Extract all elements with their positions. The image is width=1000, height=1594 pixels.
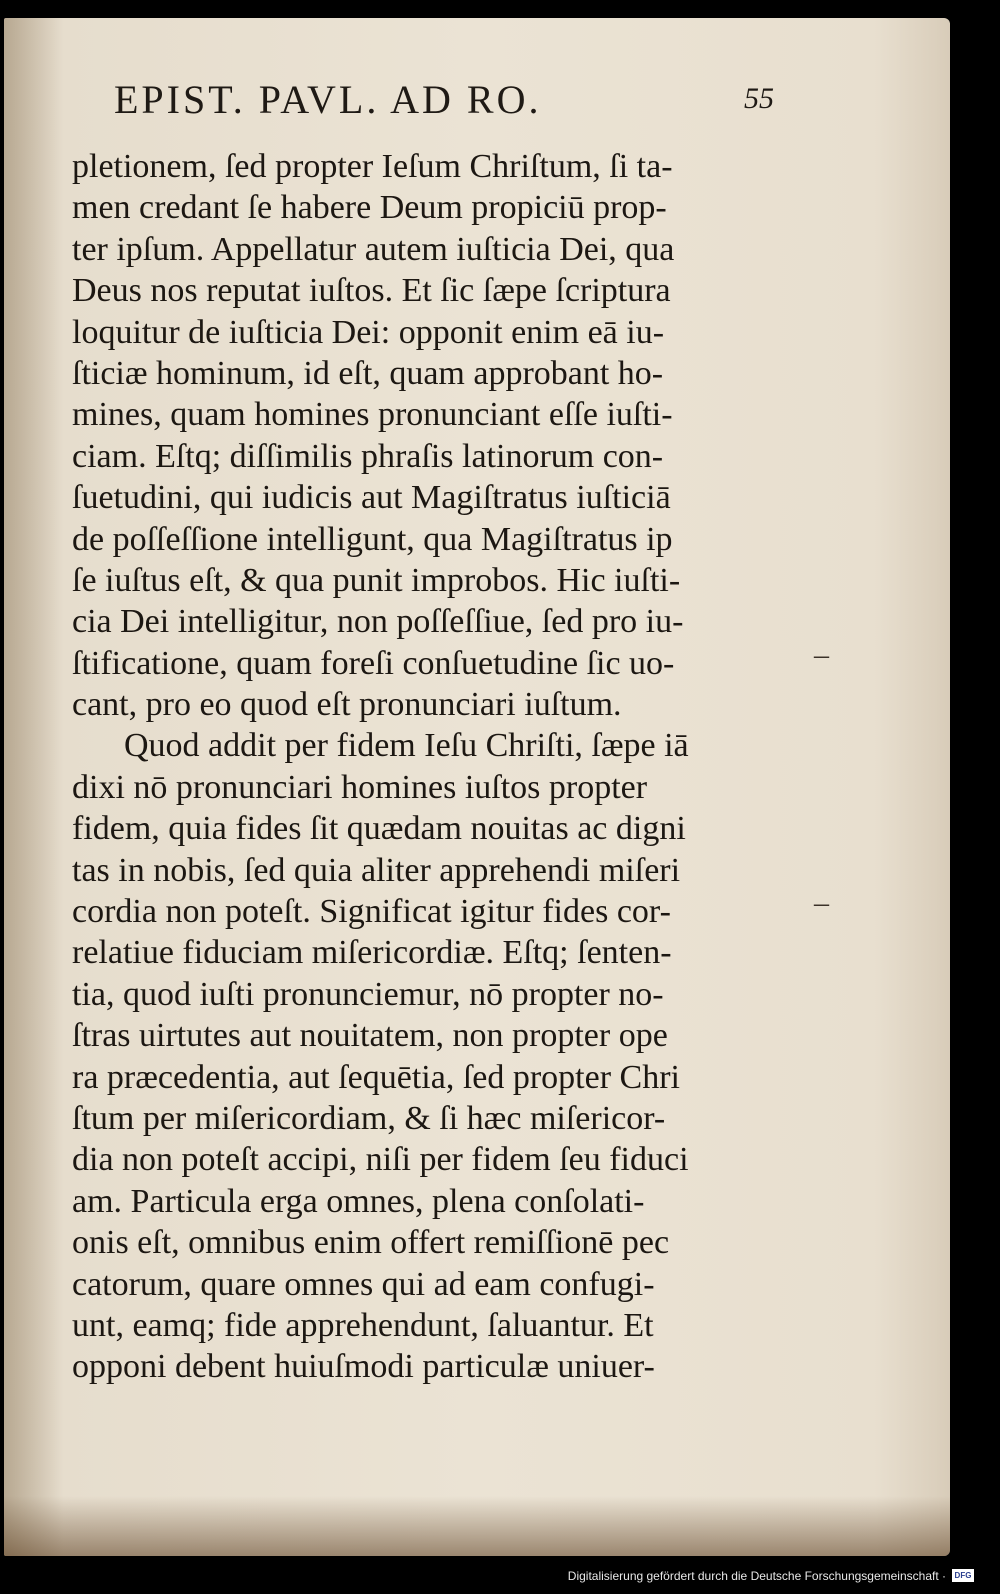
text-line: men credant ſe habere Deum propiciū prop-	[72, 189, 667, 227]
text-line: dixi nō pronunciari homines iuſtos propter	[72, 768, 648, 806]
text-line: ſticiæ hominum, id eſt, quam approbant ho-	[72, 354, 664, 392]
text-line: de poſſeſſione intelligunt, qua Magiſtratus ip	[72, 520, 673, 558]
text-line: unt, eamq; fide apprehendunt, ſaluantur. Et	[72, 1306, 654, 1344]
text-line: pletionem, ſed propter Ieſum Chriſtum, ſi ta-	[72, 148, 673, 185]
paragraph-start-line: Quod addit per fidem Ieſu Chriſti, ſæpe iā	[124, 727, 689, 765]
text-line: am. Particula erga omnes, plena conſolati-	[72, 1182, 645, 1220]
text-line: ſtras uirtutes aut nouitatem, non propter ope	[72, 1017, 668, 1055]
text-line: catorum, quare omnes qui ad eam confugi-	[72, 1265, 655, 1303]
text-line: tia, quod iuſti pronunciemur, nō propter no-	[72, 975, 664, 1013]
text-line: ſuetudini, qui iudicis aut Magiſtratus iuſticiā	[72, 479, 671, 517]
text-line: ter ipſum. Appellatur autem iuſticia Dei, qua	[72, 230, 675, 268]
text-line: mines, quam homines pronunciant eſſe iuſti-	[72, 396, 673, 434]
credit-text: Digitalisierung gefördert durch die Deutsche Forschungsgemeinschaft ·	[567, 1569, 946, 1583]
digitization-credit	[568, 1562, 974, 1590]
text-line: opponi debent huiuſmodi particulæ uniuer-	[72, 1348, 655, 1386]
text-line: cordia non poteſt. Significat igitur fides cor-	[72, 893, 671, 931]
text-line: ra præcedentia, aut ſequētia, ſed propter Chri	[72, 1058, 680, 1096]
text-line: ciam. Eſtq; diſſimilis phraſis latinorum con-	[72, 437, 664, 475]
text-line: fidem, quia fides ſit quædam nouitas ac digni	[72, 810, 686, 848]
margin-dash-mark: –	[814, 886, 829, 919]
dfg-logo: DFG	[952, 1569, 974, 1582]
text-line: ſtificatione, quam foreſi conſuetudine ſic uo-	[72, 644, 675, 682]
text-line: Deus nos reputat iuſtos. Et ſic ſæpe ſcriptura	[72, 272, 671, 310]
running-title: EPIST. PAVL. AD RO.	[114, 77, 542, 122]
text-line: cia Dei intelligitur, non poſſeſſiue, ſed pro iu-	[72, 603, 684, 641]
text-line: cant, pro eo quod eſt pronunciari iuſtum.	[72, 686, 622, 724]
page-number: 55	[744, 82, 774, 115]
text-line: loquitur de iuſticia Dei: opponit enim eā iu-	[72, 313, 665, 351]
book-page	[4, 18, 950, 1556]
text-line: onis eſt, omnibus enim offert remiſſionē pec	[72, 1224, 670, 1262]
body-text	[72, 146, 812, 1388]
text-line: ſtum per miſericordiam, & ſi hæc miſericor-	[72, 1099, 666, 1137]
text-line: relatiue fiduciam miſericordiæ. Eſtq; ſenten-	[72, 934, 672, 972]
text-line: tas in nobis, ſed quia aliter apprehendi miſeri	[72, 851, 681, 889]
text-line: dia non poteſt accipi, niſi per fidem ſeu fiduci	[72, 1141, 689, 1179]
page-header	[114, 76, 774, 136]
margin-dash-mark: –	[814, 638, 829, 671]
text-line: ſe iuſtus eſt, & qua punit improbos. Hic iuſti-	[72, 561, 681, 599]
